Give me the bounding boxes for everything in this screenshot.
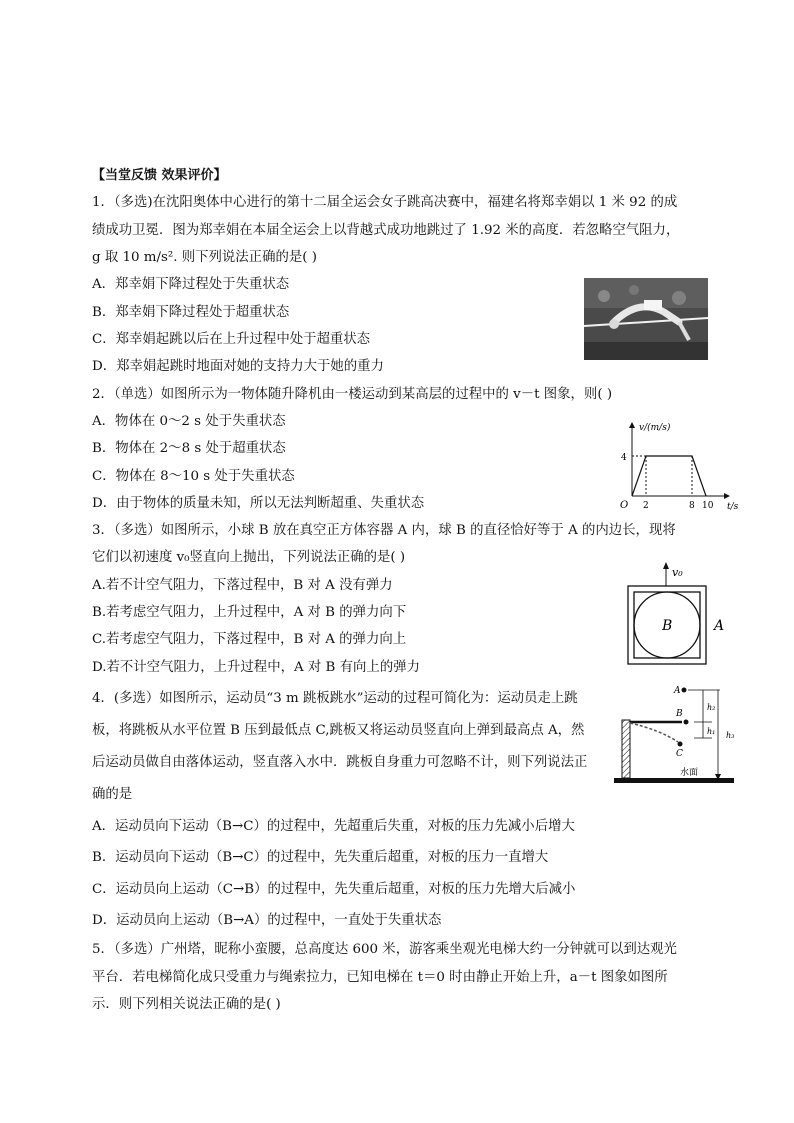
q1-line3: g 取 10 m/s². 则下列说法正确的是( ) xyxy=(92,250,317,265)
v0-label: v₀ xyxy=(672,566,683,579)
q1-option-c: C．郑幸娟起跳以后在上升过程中处于超重状态 xyxy=(92,332,371,347)
bent-board xyxy=(630,723,678,742)
v-tick-label: 4 xyxy=(621,453,627,463)
ball-b-label: B xyxy=(662,618,673,634)
water-surface-label: 水面 xyxy=(680,768,699,778)
origin-label: O xyxy=(620,500,629,510)
q3-line2: 它们以初速度 v₀竖直向上抛出，下列说法正确的是( ) xyxy=(92,550,406,565)
q3-option-c: C.若考虑空气阻力，下落过程中，B 对 A 的弹力向上 xyxy=(92,632,407,647)
h3-label: h₃ xyxy=(726,731,735,740)
q3-option-b: B.若考虑空气阻力，上升过程中，A 对 B 的弹力向下 xyxy=(92,605,407,620)
q4-option-d: D．运动员向上运动（B→A）的过程中，一直处于失重状态 xyxy=(92,913,442,928)
diving-board-figure xyxy=(608,680,748,788)
q2-option-c: C．物体在 8～10 s 处于失重状态 xyxy=(92,469,295,484)
platform-wall xyxy=(622,720,630,778)
q1-option-b: B．郑幸娟下降过程处于超重状态 xyxy=(92,305,290,320)
container-a-label: A xyxy=(714,618,725,634)
high-jump-illustration xyxy=(584,278,708,360)
q4-option-a: A．运动员向下运动（B→C）的过程中，先超重后失重，对板的压力先减小后增大 xyxy=(92,819,575,834)
q2-option-d: D．由于物体的质量未知，所以无法判断超重、失重状态 xyxy=(92,496,425,511)
q5-line1: 5．（多选）广州塔，昵称小蛮腰，总高度达 600 米，游客乘坐观光电梯大约一分钟就可以到达观光 xyxy=(92,942,677,957)
q2-option-b: B．物体在 2～8 s 处于超重状态 xyxy=(92,441,286,456)
q3-line1: 3．（多选）如图所示，小球 B 放在真空正方体容器 A 内，球 B 的直径恰好等于 A 的内边长，现将 xyxy=(92,523,676,538)
q4-line4: 确的是 xyxy=(92,787,133,802)
q1-line1: 1．（多选)在沈阳奥体中心进行的第十二届全运会女子跳高决赛中，福建名将郑幸娟以 1 米 92 的成 xyxy=(92,195,678,210)
q2-line1: 2．（单选）如图所示为一物体随升降机由一楼运动到某高层的过程中的 v－t 图象，则( ) xyxy=(92,387,613,402)
point-b-label: B xyxy=(676,709,683,719)
h2-label: h₂ xyxy=(707,703,716,712)
q1-option-a: A．郑幸娟下降过程处于失重状态 xyxy=(92,277,290,292)
high-jump-photo xyxy=(584,278,708,360)
q4-option-b: B．运动员向下运动（B→C）的过程中，先失重后超重，对板的压力一直增大 xyxy=(92,850,549,865)
q5-line3: 示．则下列相关说法正确的是( ) xyxy=(92,997,281,1012)
q1-line2: 绩成功卫冕．图为郑幸娟在本届全运会上以背越式成功地跳过了 1.92 米的高度．若忽略空气阻力， xyxy=(92,223,680,238)
box-ball-figure xyxy=(622,560,734,672)
q5-line2: 平台．若电梯简化成只受重力与绳索拉力，已知电梯在 t＝0 时由静止开始上升，a－t 图象如图所 xyxy=(92,970,668,985)
q3-option-a: A.若不计空气阻力，下落过程中，B 对 A 没有弹力 xyxy=(92,578,393,593)
q4-line1: 4．(多选）如图所示，运动员“3 m 跳板跳水”运动的过程可简化为：运动员走上跳 xyxy=(92,691,578,706)
section-heading: 【当堂反馈 效果评价】 xyxy=(92,168,227,183)
q4-line3: 后运动员做自由落体运动，竖直落入水中．跳板自身重力可忽略不计，则下列说法正 xyxy=(92,755,588,770)
q4-option-c: C．运动员向上运动（C→B）的过程中，先失重后超重，对板的压力先增大后减小 xyxy=(92,882,576,897)
h1-label: h₁ xyxy=(707,727,716,736)
q4-line2: 板，将跳板从水平位置 B 压到最低点 C,跳板又将运动员竖直向上弹到最高点 A，然 xyxy=(92,723,585,738)
point-a-label: A xyxy=(674,686,681,696)
q2-option-a: A．物体在 0～2 s 处于失重状态 xyxy=(92,414,286,429)
q1-option-d: D．郑幸娟起跳时地面对她的支持力大于她的重力 xyxy=(92,359,384,374)
v-axis-label: v/(m/s) xyxy=(639,423,671,433)
t-tick-10: 10 xyxy=(702,501,714,510)
t-axis-label: t/s xyxy=(727,502,739,510)
q3-option-d: D.若不计空气阻力，上升过程中，A 对 B 有向上的弹力 xyxy=(92,660,420,675)
t-tick-8: 8 xyxy=(689,501,695,510)
velocity-line xyxy=(632,456,706,496)
t-tick-2: 2 xyxy=(643,501,649,510)
vt-graph xyxy=(612,418,742,510)
point-c-label: C xyxy=(676,749,683,759)
ground-base xyxy=(614,778,734,783)
